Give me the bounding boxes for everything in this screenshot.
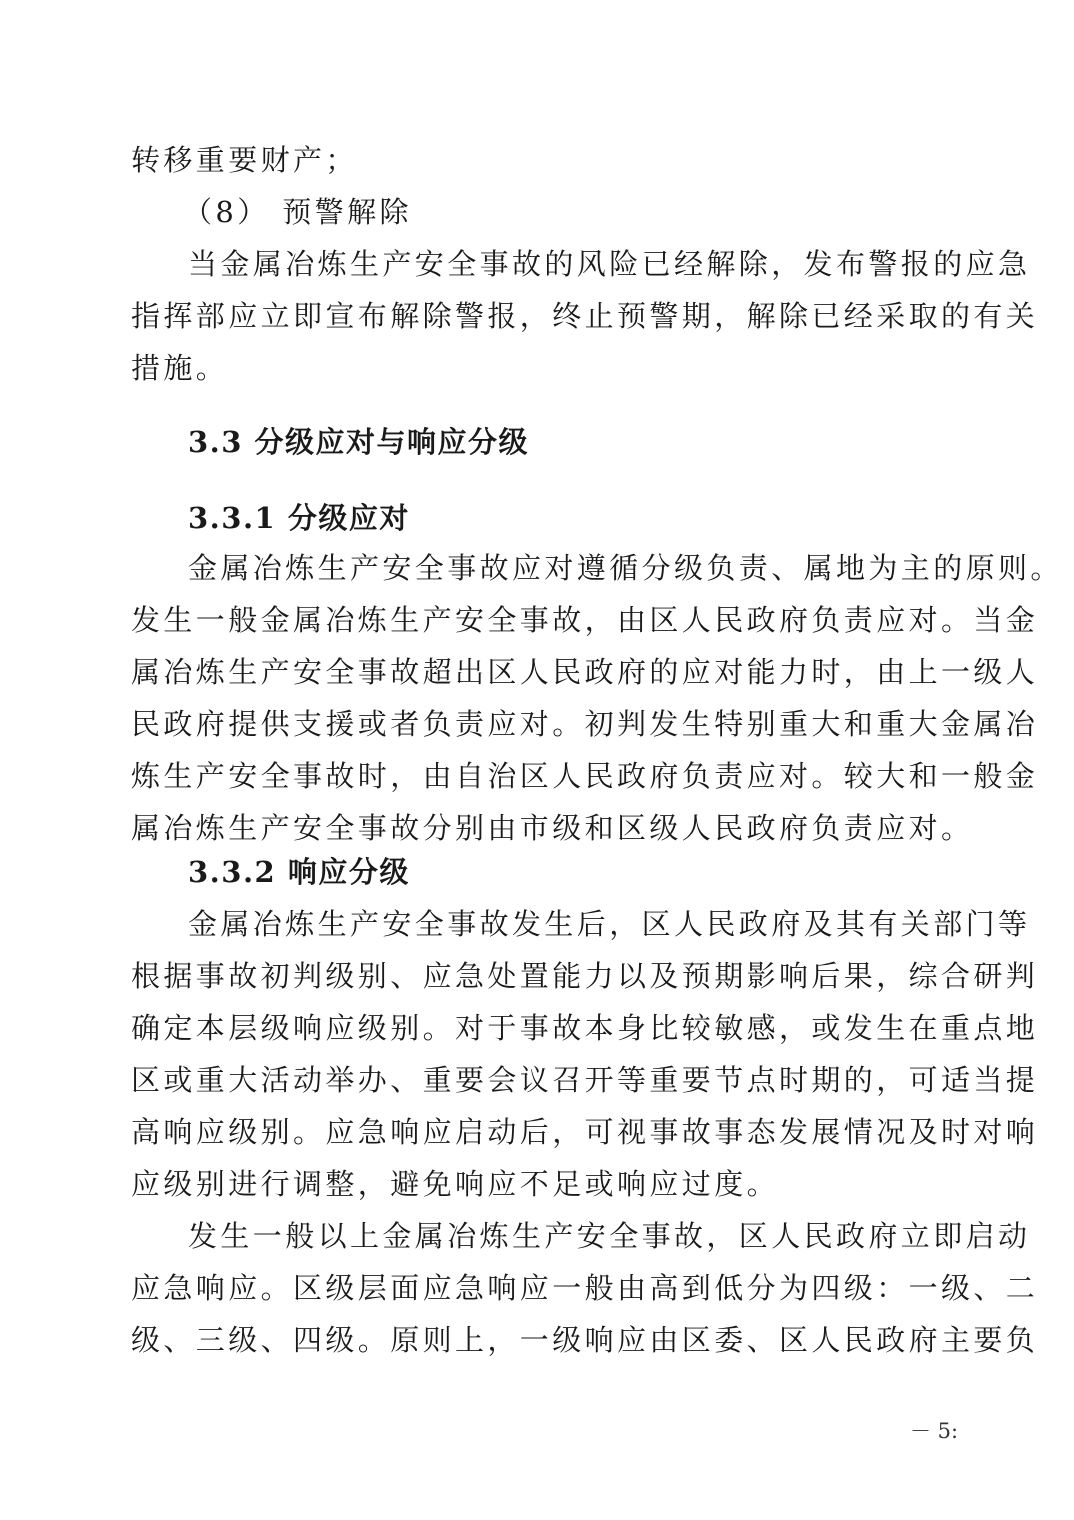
paragraph-line: 属冶炼生产安全事故分别由市级和区级人民政府负责应对。 <box>131 811 974 845</box>
paragraph-line: 确定本层级响应级别。对于事故本身比较敏感，或发生在重点地 <box>131 1011 1039 1045</box>
page-number: － 5: <box>910 1419 959 1443</box>
paragraph-line: 指挥部应立即宣布解除警报，终止预警期，解除已经采取的有关 <box>131 299 1039 333</box>
paragraph-line: 炼生产安全事故时，由自治区人民政府负责应对。较大和一般金 <box>131 759 1039 793</box>
paragraph-line: 属冶炼生产安全事故超出区人民政府的应对能力时，由上一级人 <box>131 655 1039 689</box>
paragraph-line: 应急响应。区级层面应急响应一般由高到低分为四级：一级、二 <box>131 1271 1039 1305</box>
paragraph-line: 民政府提供支援或者负责应对。初判发生特别重大和重大金属冶 <box>131 707 1039 741</box>
paragraph-line: 金属冶炼生产安全事故应对遵循分级负责、属地为主的原则。 <box>188 551 1063 585</box>
paragraph-line: 高响应级别。应急响应启动后，可视事故事态发展情况及时对响 <box>131 1115 1039 1149</box>
section-heading: 3.3 分级应对与响应分级 <box>188 425 530 459</box>
list-item-heading: （8） 预警解除 <box>183 195 412 229</box>
paragraph-line: 级、三级、四级。原则上，一级响应由区委、区人民政府主要负 <box>131 1323 1039 1357</box>
paragraph-line: 根据事故初判级别、应急处置能力以及预期影响后果，综合研判 <box>131 959 1039 993</box>
paragraph-line: 金属冶炼生产安全事故发生后，区人民政府及其有关部门等 <box>188 907 1031 941</box>
paragraph-line: 发生一般以上金属冶炼生产安全事故，区人民政府立即启动 <box>188 1219 1031 1253</box>
paragraph-line: 当金属冶炼生产安全事故的风险已经解除，发布警报的应急 <box>188 247 1031 281</box>
paragraph-line: 措施。 <box>131 351 229 385</box>
subsection-heading: 3.3.2 响应分级 <box>188 855 410 889</box>
text-line: 转移重要财产； <box>131 143 358 177</box>
subsection-heading: 3.3.1 分级应对 <box>188 501 410 535</box>
paragraph-line: 发生一般金属冶炼生产安全事故，由区人民政府负责应对。当金 <box>131 603 1039 637</box>
paragraph-line: 区或重大活动举办、重要会议召开等重要节点时期的，可适当提 <box>131 1063 1039 1097</box>
paragraph-line: 应级别进行调整，避免响应不足或响应过度。 <box>131 1167 780 1201</box>
